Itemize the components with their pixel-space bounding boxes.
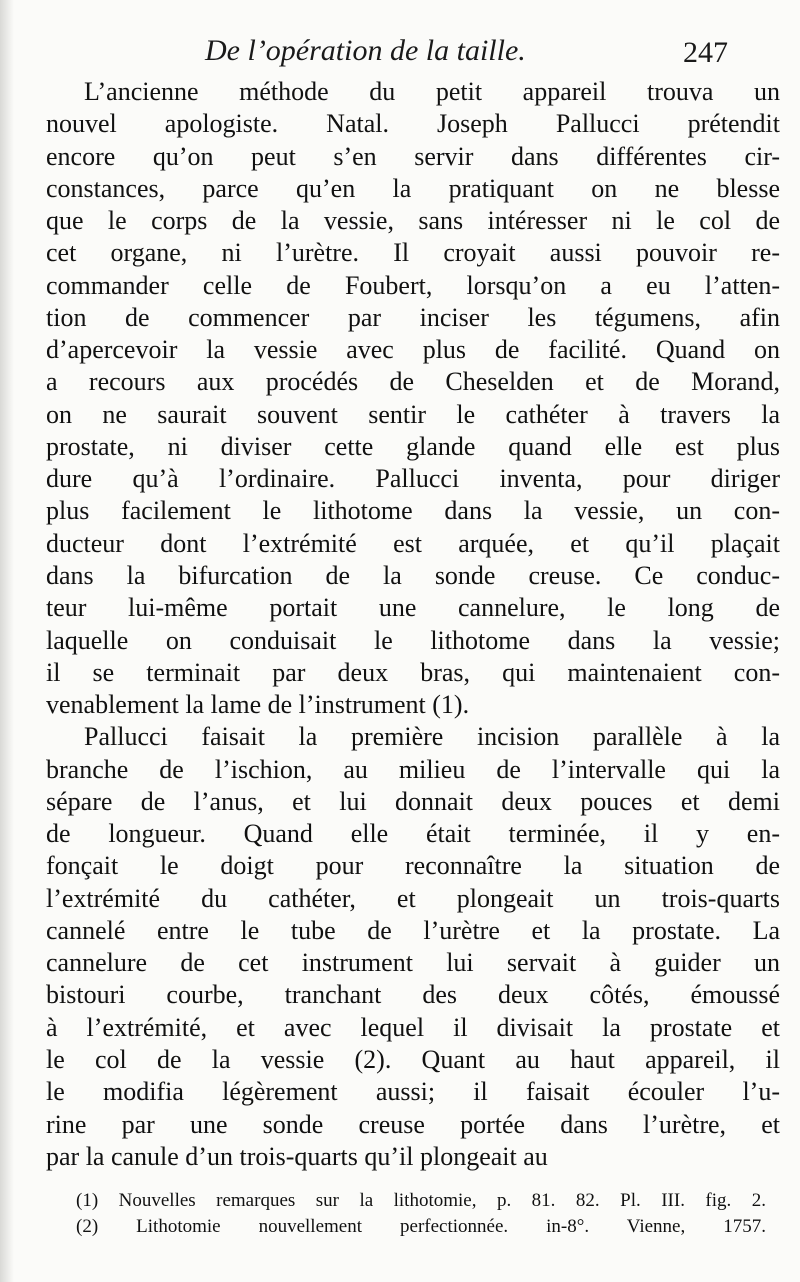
text-line: venablement la lame de l’instrument (1). (46, 690, 470, 720)
text-line: par la canule d’un trois-quarts qu’il plongeait au (46, 1141, 548, 1171)
text-line: fonçait le doigt pour reconnaître la situation de (46, 851, 780, 881)
running-title: De l’opération de la taille. (205, 34, 526, 67)
footnote: (1) Nouvelles remarques sur la lithotomie, p. 81. 82. Pl. III. fig. 2. (76, 1190, 766, 1211)
text-line: de longueur. Quand elle était terminée, il y en- (46, 819, 780, 849)
text-line: cet organe, ni l’urètre. Il croyait aussi pouvoir re- (46, 238, 780, 268)
text-line: Pallucci faisait la première incision parallèle à la (84, 722, 780, 752)
text-line: L’ancienne méthode du petit appareil trouva un (84, 77, 780, 106)
text-line: l’extrémité du cathéter, et plongeait un trois-quarts (46, 883, 780, 913)
text-line: constances, parce qu’en la pratiquant on ne blesse (46, 173, 780, 203)
text-line: que le corps de la vessie, sans intéresser ni le col de (46, 206, 780, 236)
footnote: (2) Lithotomie nouvellement perfectionnée. in-8°. Vienne, 1757. (76, 1216, 766, 1237)
text-line: commander celle de Foubert, lorsqu’on a eu l’atten- (46, 270, 780, 300)
text-line: rine par une sonde creuse portée dans l’urètre, et (46, 1109, 780, 1139)
text-line: prostate, ni diviser cette glande quand elle est plus (46, 431, 780, 461)
text-line: laquelle on conduisait le lithotome dans la vessie; (46, 625, 780, 655)
text-line: d’apercevoir la vessie avec plus de facilité. Quand on (46, 335, 780, 365)
text-line: on ne saurait souvent sentir le cathéter à travers la (46, 399, 780, 429)
page-gutter-shadow (0, 0, 14, 1282)
text-line: a recours aux procédés de Cheselden et de Morand, (46, 367, 780, 397)
text-line: dans la bifurcation de la sonde creuse. Ce conduc- (46, 560, 780, 590)
text-line: cannelé entre le tube de l’urètre et la prostate. La (46, 915, 780, 945)
page-header (0, 34, 800, 78)
text-line: il se terminait par deux bras, qui maintenaient con- (46, 657, 780, 687)
text-line: tion de commencer par inciser les tégumens, afin (46, 302, 780, 332)
text-line: dure qu’à l’ordinaire. Pallucci inventa, pour diriger (46, 464, 780, 494)
text-line: le modifia légèrement aussi; il faisait écouler l’u- (46, 1077, 780, 1107)
text-line: sépare de l’anus, et lui donnait deux pouces et demi (46, 786, 780, 816)
text-line: le col de la vessie (2). Quant au haut appareil, il (46, 1044, 780, 1074)
body-text (46, 76, 780, 1173)
text-line: branche de l’ischion, au milieu de l’intervalle qui la (46, 754, 780, 784)
text-line: à l’extrémité, et avec lequel il divisait la prostate et (46, 1012, 780, 1042)
text-line: teur lui-même portait une cannelure, le long de (46, 593, 780, 623)
text-line: cannelure de cet instrument lui servait à guider un (46, 948, 780, 978)
text-line: nouvel apologiste. Natal. Joseph Pallucci prétendit (46, 109, 780, 139)
text-line: plus facilement le lithotome dans la vessie, un con- (46, 496, 780, 526)
page-number: 247 (683, 36, 728, 69)
footnotes (76, 1188, 766, 1240)
text-line: encore qu’on peut s’en servir dans différentes cir- (46, 141, 780, 171)
text-line: bistouri courbe, tranchant des deux côtés, émoussé (46, 980, 780, 1010)
text-line: ducteur dont l’extrémité est arquée, et qu’il plaçait (46, 528, 780, 558)
